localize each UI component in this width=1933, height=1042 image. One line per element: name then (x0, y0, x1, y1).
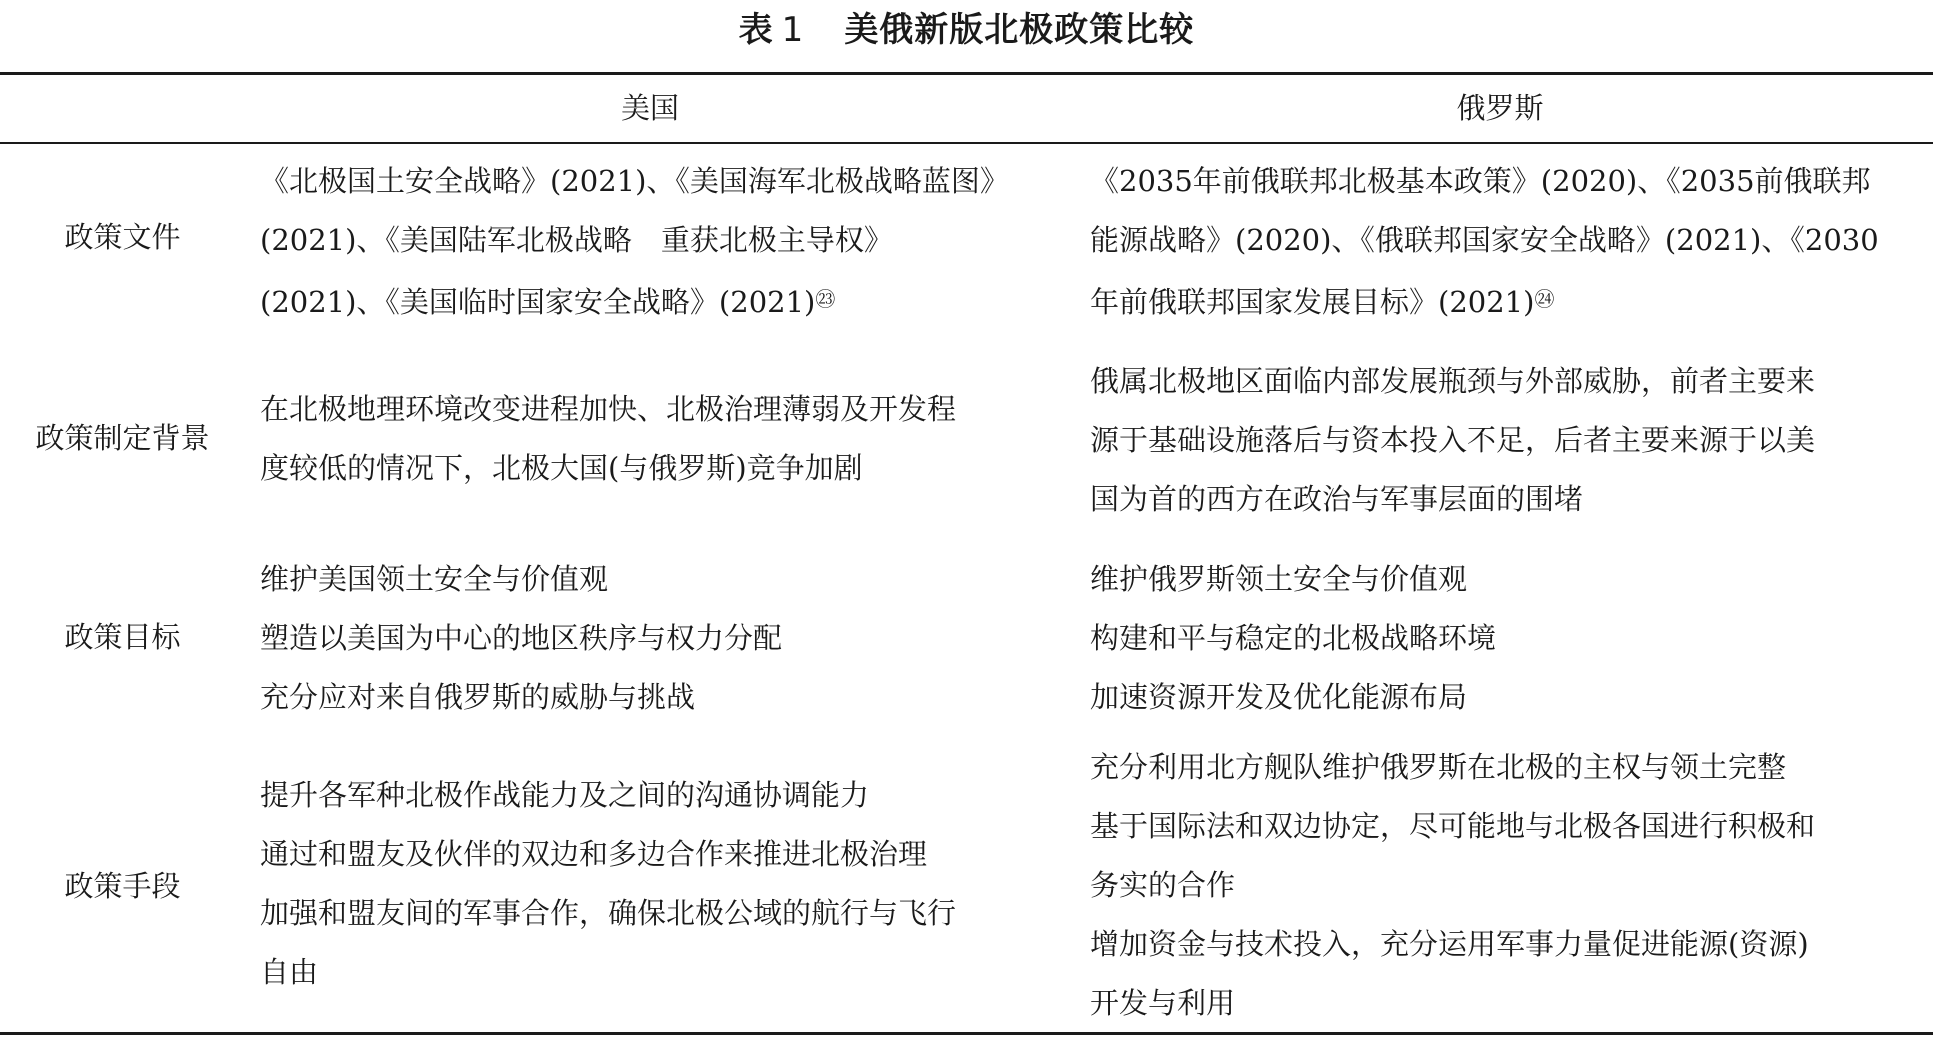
cell-line: 提升各军种北极作战能力及之间的沟通协调能力 (260, 778, 870, 812)
cell-line: 能源战略》(2020)、《俄联邦国家安全战略》(2021)、《2030 (1090, 223, 1879, 257)
table-title (0, 6, 1933, 54)
cell-us-policy-means (260, 766, 1060, 1002)
cell-line: 源于基础设施落后与资本投入不足，后者主要来源于以美 (1090, 423, 1816, 457)
cell-line: 自由 (260, 955, 319, 989)
cell-line: 维护俄罗斯领土安全与价值观 (1090, 562, 1468, 596)
table-title-prefix: 表 (738, 10, 774, 50)
cell-line-text: (2021)、《美国临时国家安全战略》(2021) (260, 285, 816, 319)
table-title-number: 1 (781, 10, 805, 50)
row-label-policy-documents: 政策文件 (64, 220, 181, 254)
cell-line: 充分利用北方舰队维护俄罗斯在北极的主权与领土完整 (1090, 750, 1787, 784)
cell-line: 构建和平与稳定的北极战略环境 (1090, 621, 1497, 655)
cell-line: (2021)、《美国陆军北极战略 重获北极主导权》 (260, 223, 893, 257)
cell-us-policy-goals (260, 550, 1060, 727)
cell-line: 俄属北极地区面临内部发展瓶颈与外部威胁，前者主要来 (1090, 364, 1816, 398)
footnote-marker: ㉔ (1534, 287, 1555, 311)
cell-line: 维护美国领土安全与价值观 (260, 562, 609, 596)
row-label-policy-background: 政策制定背景 (35, 421, 210, 455)
cell-us-policy-background (260, 380, 1060, 498)
cell-line: 充分应对来自俄罗斯的威胁与挑战 (260, 680, 696, 714)
cell-us-policy-documents (260, 152, 1060, 329)
cell-russia-policy-documents (1090, 152, 1920, 329)
header-rule (0, 142, 1933, 144)
column-header-us: 美国 (620, 91, 679, 125)
cell-line: 基于国际法和双边协定，尽可能地与北极各国进行积极和 (1090, 809, 1816, 843)
cell-russia-policy-goals (1090, 550, 1920, 727)
cell-line: 度较低的情况下，北极大国(与俄罗斯)竞争加剧 (260, 451, 863, 485)
cell-line-text: 年前俄联邦国家发展目标》(2021) (1090, 285, 1535, 319)
cell-line (260, 270, 1060, 329)
cell-line: 《2035年前俄联邦北极基本政策》(2020)、《2035前俄联邦 (1090, 164, 1871, 198)
cell-line: 在北极地理环境改变进程加快、北极治理薄弱及开发程 (260, 392, 957, 426)
cell-line: 务实的合作 (1090, 868, 1236, 902)
cell-line: 塑造以美国为中心的地区秩序与权力分配 (260, 621, 783, 655)
cell-russia-policy-means (1090, 738, 1920, 1033)
cell-line: 《北极国土安全战略》(2021)、《美国海军北极战略蓝图》 (260, 164, 1009, 198)
cell-russia-policy-background (1090, 352, 1920, 529)
cell-line: 开发与利用 (1090, 986, 1236, 1020)
cell-line: 增加资金与技术投入，充分运用军事力量促进能源(资源) (1090, 927, 1809, 961)
bottom-rule (0, 1032, 1933, 1035)
top-rule (0, 72, 1933, 75)
footnote-marker: ㉓ (815, 287, 836, 311)
cell-line: 加速资源开发及优化能源布局 (1090, 680, 1468, 714)
row-label-policy-goals: 政策目标 (64, 620, 181, 654)
cell-line (1090, 270, 1920, 329)
cell-line: 加强和盟友间的军事合作，确保北极公域的航行与飞行 (260, 896, 957, 930)
table-title-text: 美俄新版北极政策比较 (844, 10, 1195, 50)
cell-line: 通过和盟友及伙伴的双边和多边合作来推进北极治理 (260, 837, 928, 871)
column-header-russia: 俄罗斯 (1456, 91, 1544, 125)
row-label-policy-means: 政策手段 (64, 869, 181, 903)
cell-line: 国为首的西方在政治与军事层面的围堵 (1090, 482, 1584, 516)
